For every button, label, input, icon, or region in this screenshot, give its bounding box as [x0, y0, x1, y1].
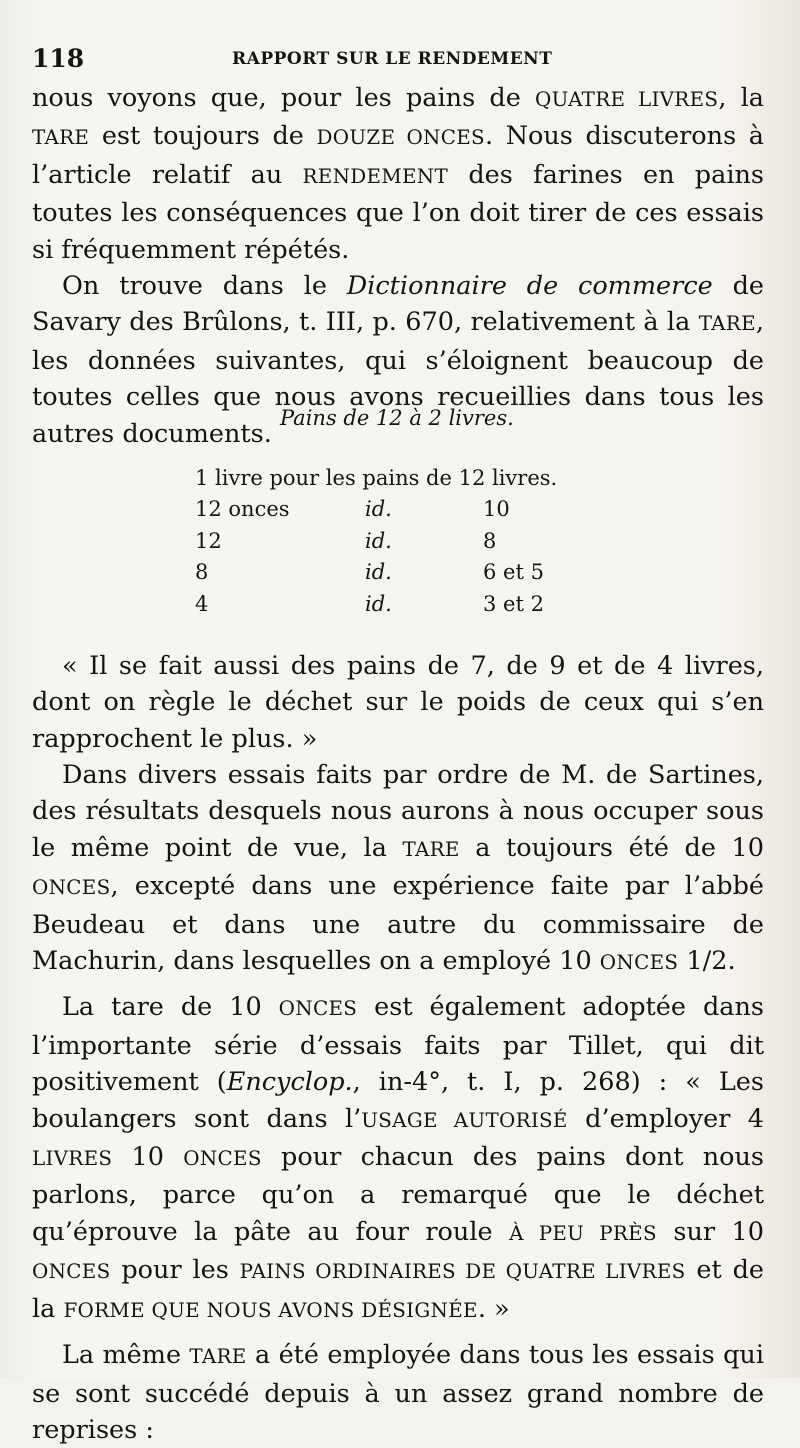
smallcaps-run: DOUZE ONCES	[316, 126, 485, 150]
page-header	[32, 44, 752, 74]
table-cell: id.	[365, 591, 392, 616]
smallcaps-run: LIVRES	[32, 1147, 113, 1171]
smallcaps-run: RENDEMENT	[302, 164, 449, 188]
text-run: La tare de 10	[62, 992, 279, 1023]
quote-block	[32, 648, 764, 757]
table-title: Pains de 12 à 2 livres.	[280, 406, 514, 430]
paragraph-1	[32, 80, 764, 268]
table-row	[195, 525, 603, 557]
table-cell: id.	[365, 528, 392, 553]
text-run: , la	[718, 83, 764, 113]
paragraph-3: « Il se fait aussi des pains de 7, de 9 et de 4 livres, dont on règle le déchet sur le poids de ceux qui s’en rapprochent le plus. »	[32, 651, 764, 754]
smallcaps-run: TARE	[402, 837, 460, 861]
text-run: On trouve dans le	[62, 271, 347, 302]
smallcaps-run: TARE	[698, 312, 756, 336]
text-run: . Nous discuterons à l’article relatif au	[32, 121, 764, 190]
text-run: , les données suivantes, qui s’éloignent beaucoup de toutes celles que nous avons recueillies dans tous les autres documents.	[32, 307, 764, 449]
italic-run: Dictionnaire de commerce	[346, 271, 713, 302]
text-run: Dans divers essais faits par ordre de M. de Sartines, des résultats desquels nous aurons à nous occuper sous le même point de vue, la	[32, 760, 764, 863]
body-text-bottom	[32, 757, 764, 1448]
table-cell: 1 livre pour les pains de 12 livres.	[195, 465, 558, 490]
table-cell: 8	[483, 528, 497, 553]
smallcaps-run: ONCES	[278, 997, 358, 1021]
paragraph-6	[32, 1337, 764, 1448]
table-cell: 6 et 5	[483, 560, 544, 585]
table-cell: id.	[365, 560, 392, 585]
table-row	[195, 588, 603, 620]
text-run: de Savary des Brûlons, t. III, p. 670, relativement à la	[32, 271, 764, 338]
paragraph-5	[32, 989, 764, 1329]
table-cell: 12 onces	[195, 497, 290, 522]
text-run: pour les	[110, 1255, 240, 1286]
body-text-top	[32, 80, 764, 452]
text-run: d’employer 4	[567, 1103, 765, 1134]
text-run: 10	[112, 1142, 184, 1173]
table-cell: 10	[483, 497, 510, 522]
text-run: sur 10	[656, 1216, 764, 1247]
text-run: des farines en pains toutes les conséquences que l’on doit tirer de ces essais si fréquemment répétés.	[32, 159, 764, 265]
text-run: 1/2.	[678, 946, 736, 977]
table-row	[195, 494, 603, 526]
table-row	[195, 557, 603, 589]
text-run: La même	[62, 1340, 190, 1371]
page-number: 118	[32, 44, 85, 73]
text-run: est également adoptée dans l’importante série d’essais faits par Tillet, qui dit positivement (	[32, 992, 764, 1098]
table-cell: 4	[195, 591, 209, 616]
smallcaps-run: TARE	[189, 1345, 247, 1369]
smallcaps-run: ONCES	[32, 876, 111, 900]
smallcaps-run: TARE	[32, 126, 90, 150]
table-cell: 8	[195, 560, 209, 585]
table-cell: 12	[195, 528, 222, 553]
table-row	[195, 462, 603, 494]
table-cell: id.	[365, 497, 392, 522]
bread-tare-table	[195, 462, 603, 620]
smallcaps-run: PAINS ORDINAIRES DE QUATRE LIVRES	[239, 1260, 686, 1284]
paragraph-4	[32, 757, 764, 981]
running-head: RAPPORT SUR LE RENDEMENT	[232, 49, 553, 69]
text-run: pour chacun des pains dont nous parlons, parce qu’on a remarqué que le déchet qu’éprouve la pâte au four roule	[32, 1142, 764, 1247]
smallcaps-run: ONCES	[599, 951, 679, 975]
smallcaps-run: USAGE AUTORISÉ	[361, 1108, 568, 1132]
smallcaps-run: ONCES	[32, 1260, 111, 1284]
text-run: , excepté dans une expérience faite par l’abbé Beudeau et dans une autre du commissaire de Machurin, dans lesquelles on a employé 10	[32, 871, 764, 977]
text-run: est toujours de	[89, 121, 317, 152]
text-run: et de la	[32, 1255, 764, 1324]
text-run: , in-4°, t. I, p. 268) : « Les boulangers sont dans l’	[32, 1067, 764, 1134]
smallcaps-run: ONCES	[183, 1147, 262, 1171]
text-run: a été employée dans tous les essais qui se sont succédé depuis à un assez grand nombre de reprises :	[32, 1340, 764, 1445]
smallcaps-run: FORME QUE NOUS AVONS DÉSIGNÉE	[63, 1298, 478, 1322]
italic-run: Encyclop.	[226, 1067, 353, 1098]
smallcaps-run: À PEU PRÈS	[509, 1221, 657, 1245]
text-run: a toujours été de 10	[459, 832, 764, 863]
text-run: . »	[477, 1293, 510, 1324]
text-run: nous voyons que, pour les pains de	[32, 83, 536, 113]
table-cell: 3 et 2	[483, 591, 544, 616]
smallcaps-run: QUATRE LIVRES	[535, 88, 719, 111]
